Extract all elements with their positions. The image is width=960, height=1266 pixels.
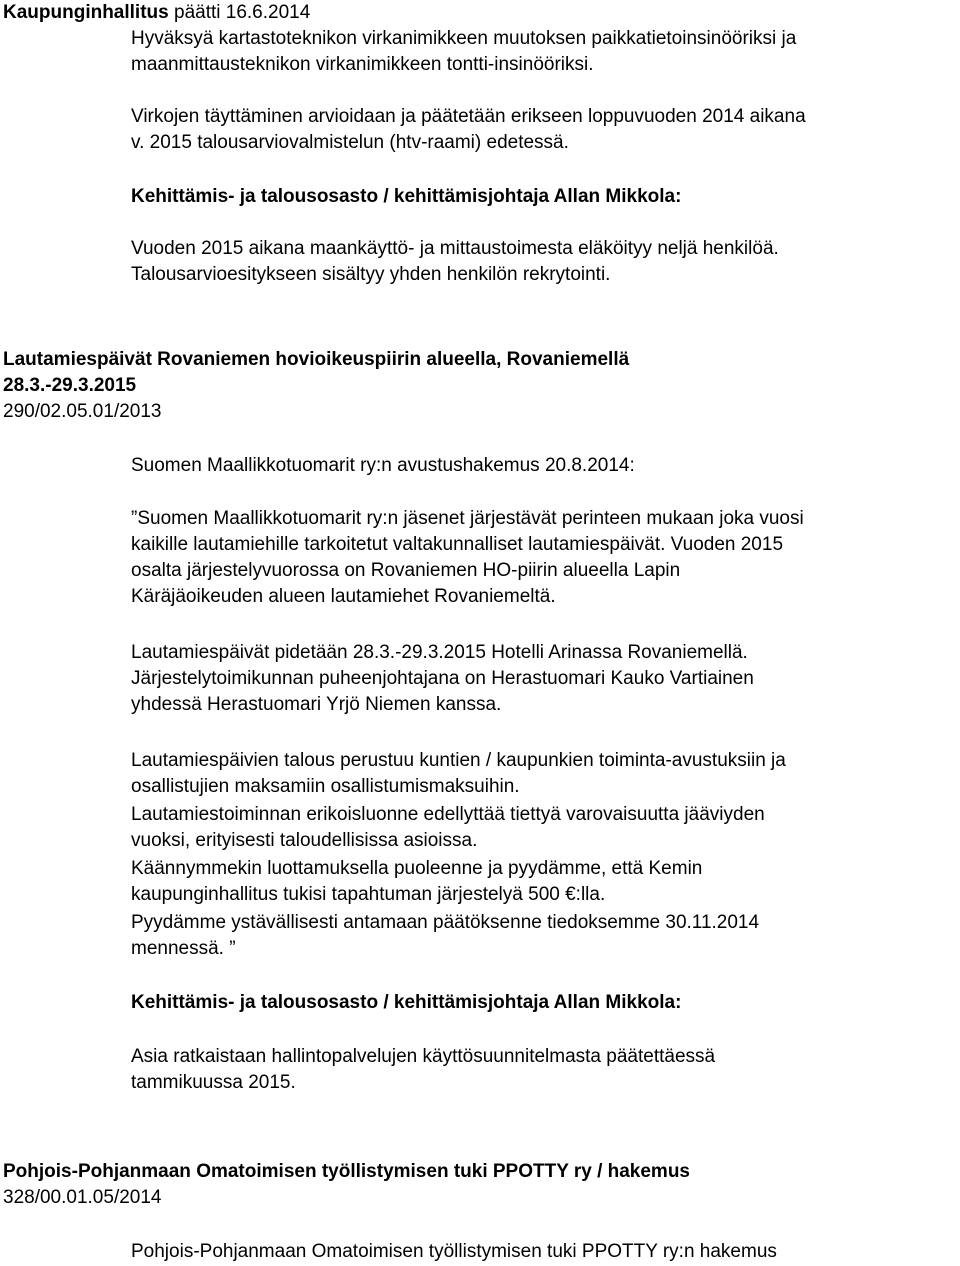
body-text: Pohjois-Pohjanmaan Omatoimisen työllistymisen tuki PPOTTY ry:n hakemus	[131, 1241, 777, 1262]
body-text: Lautamiespäivien talous perustuu kuntien / kaupunkien toiminta-avustuksiin ja	[131, 750, 786, 771]
speaker-heading: Kehittämis- ja talousosasto / kehittämisjohtaja Allan Mikkola:	[131, 186, 682, 207]
body-text: yhdessä Herastuomari Yrjö Niemen kanssa.	[131, 694, 502, 715]
reference-number: 290/02.05.01/2013	[3, 401, 162, 422]
body-text: vuoksi, erityisesti taloudellisissa asioissa.	[131, 830, 478, 851]
body-text	[131, 506, 804, 532]
decision-text: maanmittausteknikon virkanimikkeen tontti-insinööriksi.	[131, 54, 594, 75]
body-text: osalta järjestelyvuorossa on Rovaniemen HO-piirin alueella Lapin	[131, 560, 681, 581]
quote-close: ”	[223, 938, 236, 959]
body-line: Suomen Maallikkotuomarit ry:n jäsenet järjestävät perinteen mukaan joka vuosi	[137, 508, 804, 529]
reference-number: 328/00.01.05/2014	[3, 1187, 162, 1208]
paragraph-text: Virkojen täyttäminen arvioidaan ja päätetään erikseen loppuvuoden 2014 aikana	[131, 106, 806, 127]
speaker-heading: Kehittämis- ja talousosasto / kehittämisjohtaja Allan Mikkola:	[131, 992, 682, 1013]
body-text: osallistujien maksamiin osallistumismaksuihin.	[131, 776, 520, 797]
body-text: Pyydämme ystävällisesti antamaan päätöksenne tiedoksemme 30.11.2014	[131, 912, 760, 933]
speaker-text: Vuoden 2015 aikana maankäyttö- ja mittaustoimesta eläköityy neljä henkilöä.	[131, 238, 779, 259]
body-text: kaikille lautamiehille tarkoitetut valtakunnalliset lautamiespäivät. Vuoden 2015	[131, 534, 784, 555]
speaker-text: Talousarvioesitykseen sisältyy yhden henkilön rekrytointi.	[131, 264, 611, 285]
body-text: kaupunginhallitus tukisi tapahtuman järjestelyä 500 €:lla.	[131, 884, 606, 905]
section-title: Pohjois-Pohjanmaan Omatoimisen työllistymisen tuki PPOTTY ry / hakemus	[3, 1161, 690, 1182]
body-text	[131, 936, 236, 962]
section-title: 28.3.-29.3.2015	[3, 375, 137, 396]
decision-heading-date: päätti 16.6.2014	[168, 2, 311, 23]
speaker-text: Asia ratkaistaan hallintopalvelujen käyttösuunnitelmasta päätettäessä	[131, 1046, 716, 1067]
body-text: Lautamiestoiminnan erikoisluonne edellyttää tiettyä varovaisuutta jääviyden	[131, 804, 765, 825]
subject-line: Suomen Maallikkotuomarit ry:n avustushakemus 20.8.2014:	[131, 455, 635, 476]
body-text: Järjestelytoimikunnan puheenjohtajana on Herastuomari Kauko Vartiainen	[131, 668, 754, 689]
quote-open: ”	[131, 508, 138, 529]
decision-text: Hyväksyä kartastoteknikon virkanimikkeen muutoksen paikkatietoinsinööriksi ja	[131, 28, 797, 49]
body-text: Käräjäoikeuden alueen lautamiehet Rovaniemeltä.	[131, 586, 556, 607]
body-text: Käännymmekin luottamuksella puoleenne ja pyydämme, että Kemin	[131, 858, 703, 879]
body-text: Lautamiespäivät pidetään 28.3.-29.3.2015 Hotelli Arinassa Rovaniemellä.	[131, 642, 748, 663]
decision-heading-bold: Kaupunginhallitus	[3, 2, 169, 23]
body-line: mennessä.	[131, 938, 224, 959]
paragraph-text: v. 2015 talousarviovalmistelun (htv-raami) edetessä.	[131, 132, 569, 153]
section-title: Lautamiespäivät Rovaniemen hovioikeuspiirin alueella, Rovaniemellä	[3, 349, 630, 370]
decision-heading	[3, 0, 310, 26]
speaker-text: tammikuussa 2015.	[131, 1072, 296, 1093]
